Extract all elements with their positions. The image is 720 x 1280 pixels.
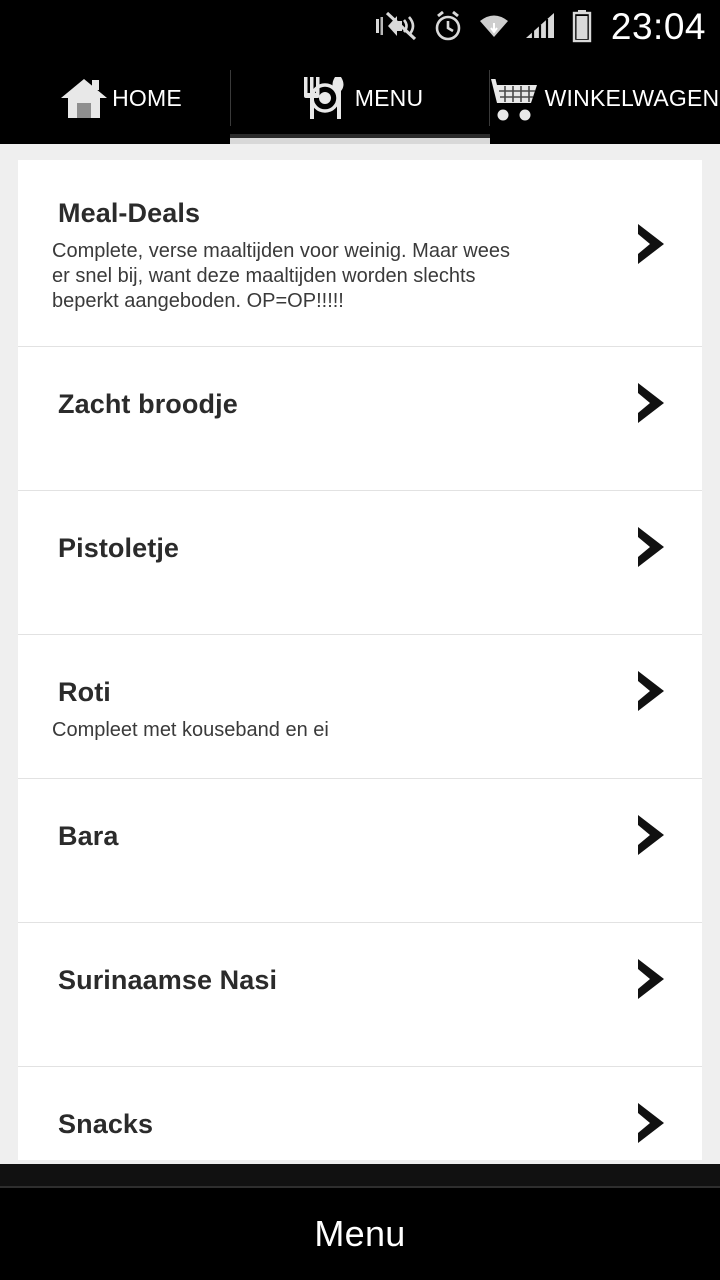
signal-icon [524, 11, 558, 41]
tab-home[interactable] [0, 52, 240, 144]
tab-bar [0, 52, 720, 144]
chevron-right-icon [630, 379, 672, 427]
menu-list [18, 160, 702, 1160]
chevron-right-icon [630, 1099, 672, 1147]
tab-winkelwagen[interactable] [480, 52, 720, 144]
content-area [0, 144, 720, 1280]
tab-menu-label: MENU [354, 84, 424, 111]
list-item[interactable] [18, 779, 702, 922]
chevron-right-icon [630, 811, 672, 859]
list-item-title: Pistoletje [58, 533, 180, 563]
battery-icon [571, 9, 593, 43]
list-item-title: Bara [58, 821, 119, 851]
list-item[interactable] [18, 160, 702, 346]
list-item[interactable] [18, 923, 702, 1066]
chevron-right-icon [630, 667, 672, 715]
list-item-title: Surinaamse Nasi [58, 965, 278, 995]
tab-home-label: HOME [112, 84, 182, 111]
status-clock: 23:04 [610, 5, 706, 47]
list-item[interactable] [18, 347, 702, 490]
status-bar [0, 0, 720, 52]
list-item-title: Zacht broodje [58, 389, 238, 419]
tab-winkelwagen-label: WINKELWAGEN [544, 84, 720, 111]
list-item-title: Meal-Deals [58, 198, 201, 228]
tab-menu[interactable] [240, 52, 480, 144]
list-item-title: Snacks [58, 1109, 154, 1139]
home-icon [58, 74, 110, 122]
tab-separator-2 [489, 70, 490, 126]
list-item[interactable] [18, 1067, 702, 1160]
bottom-gap [0, 1164, 720, 1186]
vibrate-mute-icon [375, 9, 419, 43]
list-item[interactable] [18, 491, 702, 634]
page-title: Menu [314, 1213, 406, 1254]
status-icons [375, 9, 593, 43]
bottom-bar [0, 1186, 720, 1280]
tab-separator-1 [230, 70, 231, 126]
chevron-right-icon [630, 955, 672, 1003]
list-item-desc: Complete, verse maaltijden voor weinig. Maar wees er snel bij, want deze maaltijden worden slechts beperkt aangeboden. OP=OP!!!!! [52, 240, 510, 312]
chevron-right-icon [630, 523, 672, 571]
list-item-title: Roti [58, 677, 111, 707]
cutlery-icon [297, 71, 353, 125]
wifi-icon [477, 11, 511, 41]
tab-active-indicator [230, 138, 490, 144]
chevron-right-icon [630, 220, 672, 268]
list-item[interactable] [18, 635, 702, 778]
alarm-icon [432, 10, 464, 42]
list-item-desc: Compleet met kouseband en ei [52, 719, 329, 741]
